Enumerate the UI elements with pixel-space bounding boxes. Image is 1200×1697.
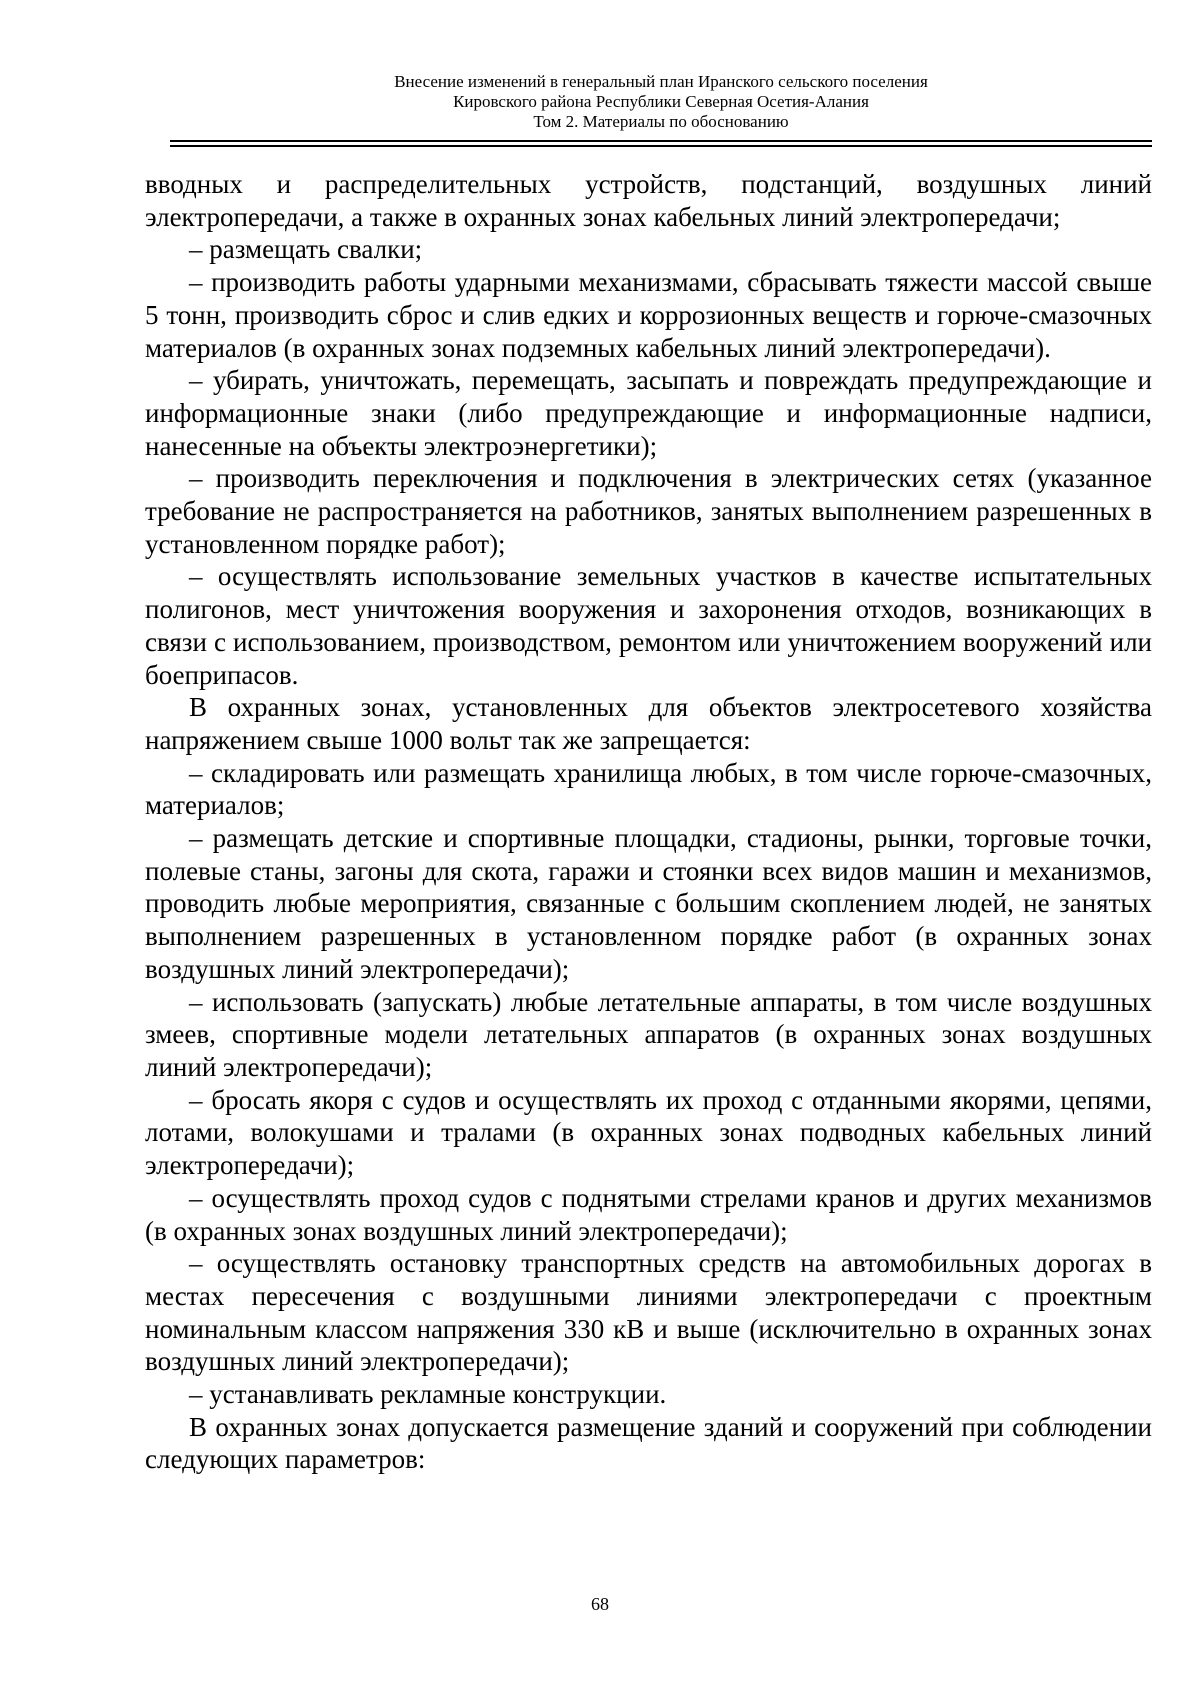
list-item-switching: – производить переключения и подключения в электрических сетях (указанное требование не распространяется на работников, занятых выполнением разрешенных в установленном порядке работ); bbox=[145, 463, 1152, 559]
header-line-1: Внесение изменений в генеральный план Иранского сельского поселения bbox=[394, 72, 928, 91]
list-item-impact-works: – производить работы ударными механизмами, сбрасывать тяжести массой свыше 5 тонн, производить сброс и слив едких и коррозионных веществ и горюче-смазочных материалов (в охранных зонах подземных кабельных линий электропередачи). bbox=[145, 267, 1152, 363]
header-line-2: Кировского района Республики Северная Осетия-Алания bbox=[453, 92, 869, 111]
list-item-aircraft: – использовать (запускать) любые летательные аппараты, в том числе воздушных змеев, спортивные модели летательных аппаратов (в охранных зонах воздушных линий электропередачи); bbox=[145, 986, 1152, 1082]
paragraph-over-1000v: В охранных зонах, установленных для объектов электросетевого хозяйства напряжением свыше 1000 вольт так же запрещается: bbox=[145, 692, 1152, 755]
body-text bbox=[145, 168, 1152, 1476]
page-number: 68 bbox=[591, 1594, 609, 1614]
list-item-dumps: – размещать свалки; bbox=[189, 234, 423, 265]
list-item-ship-cranes: – осуществлять проход судов с поднятыми стрелами кранов и других механизмов (в охранных зонах воздушных линий электропередачи); bbox=[145, 1182, 1152, 1246]
header-double-rule bbox=[170, 140, 1152, 147]
running-header bbox=[170, 72, 1152, 132]
list-item-test-ranges: – осуществлять использование земельных участков в качестве испытательных полигонов, мест уничтожения вооружения и захоронения отходов, возникающих в связи с использованием, производством, ремонтом или уничтожением вооружений или боеприпасов. bbox=[145, 561, 1152, 690]
header-line-3: Том 2. Материалы по обоснованию bbox=[533, 112, 789, 131]
list-item-playgrounds: – размещать детские и спортивные площадки, стадионы, рынки, торговые точки, полевые станы, загоны для скота, гаражи и стоянки всех видов машин и механизмов, проводить любые мероприятия, связанные с большим скоплением людей, не занятых выполнением разрешенных в установленном порядке работ (в охранных зонах воздушных линий электропередачи); bbox=[145, 823, 1152, 984]
list-item-warning-signs: – убирать, уничтожать, перемещать, засыпать и повреждать предупреждающие и информационные знаки (либо предупреждающие и информационные надписи, нанесенные на объекты электроэнергетики); bbox=[145, 365, 1152, 461]
list-item-vehicle-stops: – осуществлять остановку транспортных средств на автомобильных дорогах в местах пересечения с воздушными линиями электропередачи с проектным номинальным классом напряжения 330 кВ и выше (исключительно в охранных зонах воздушных линий электропередачи); bbox=[145, 1248, 1152, 1377]
list-item-storage: – складировать или размещать хранилища любых, в том числе горюче-смазочных, материалов; bbox=[145, 757, 1152, 821]
paragraph-allowed-buildings: В охранных зонах допускается размещение зданий и сооружений при соблюдении следующих параметров: bbox=[145, 1411, 1152, 1475]
list-item-anchors: – бросать якоря с судов и осуществлять их проход с отданными якорями, цепями, лотами, волокушами и тралами (в охранных зонах подводных кабельных линий электропередачи); bbox=[145, 1084, 1152, 1181]
list-item-advertising: – устанавливать рекламные конструкции. bbox=[189, 1379, 667, 1410]
paragraph-continuation: вводных и распределительных устройств, подстанций, воздушных линий электропередачи, а также в охранных зонах кабельных линий электропередачи; bbox=[145, 169, 1152, 232]
